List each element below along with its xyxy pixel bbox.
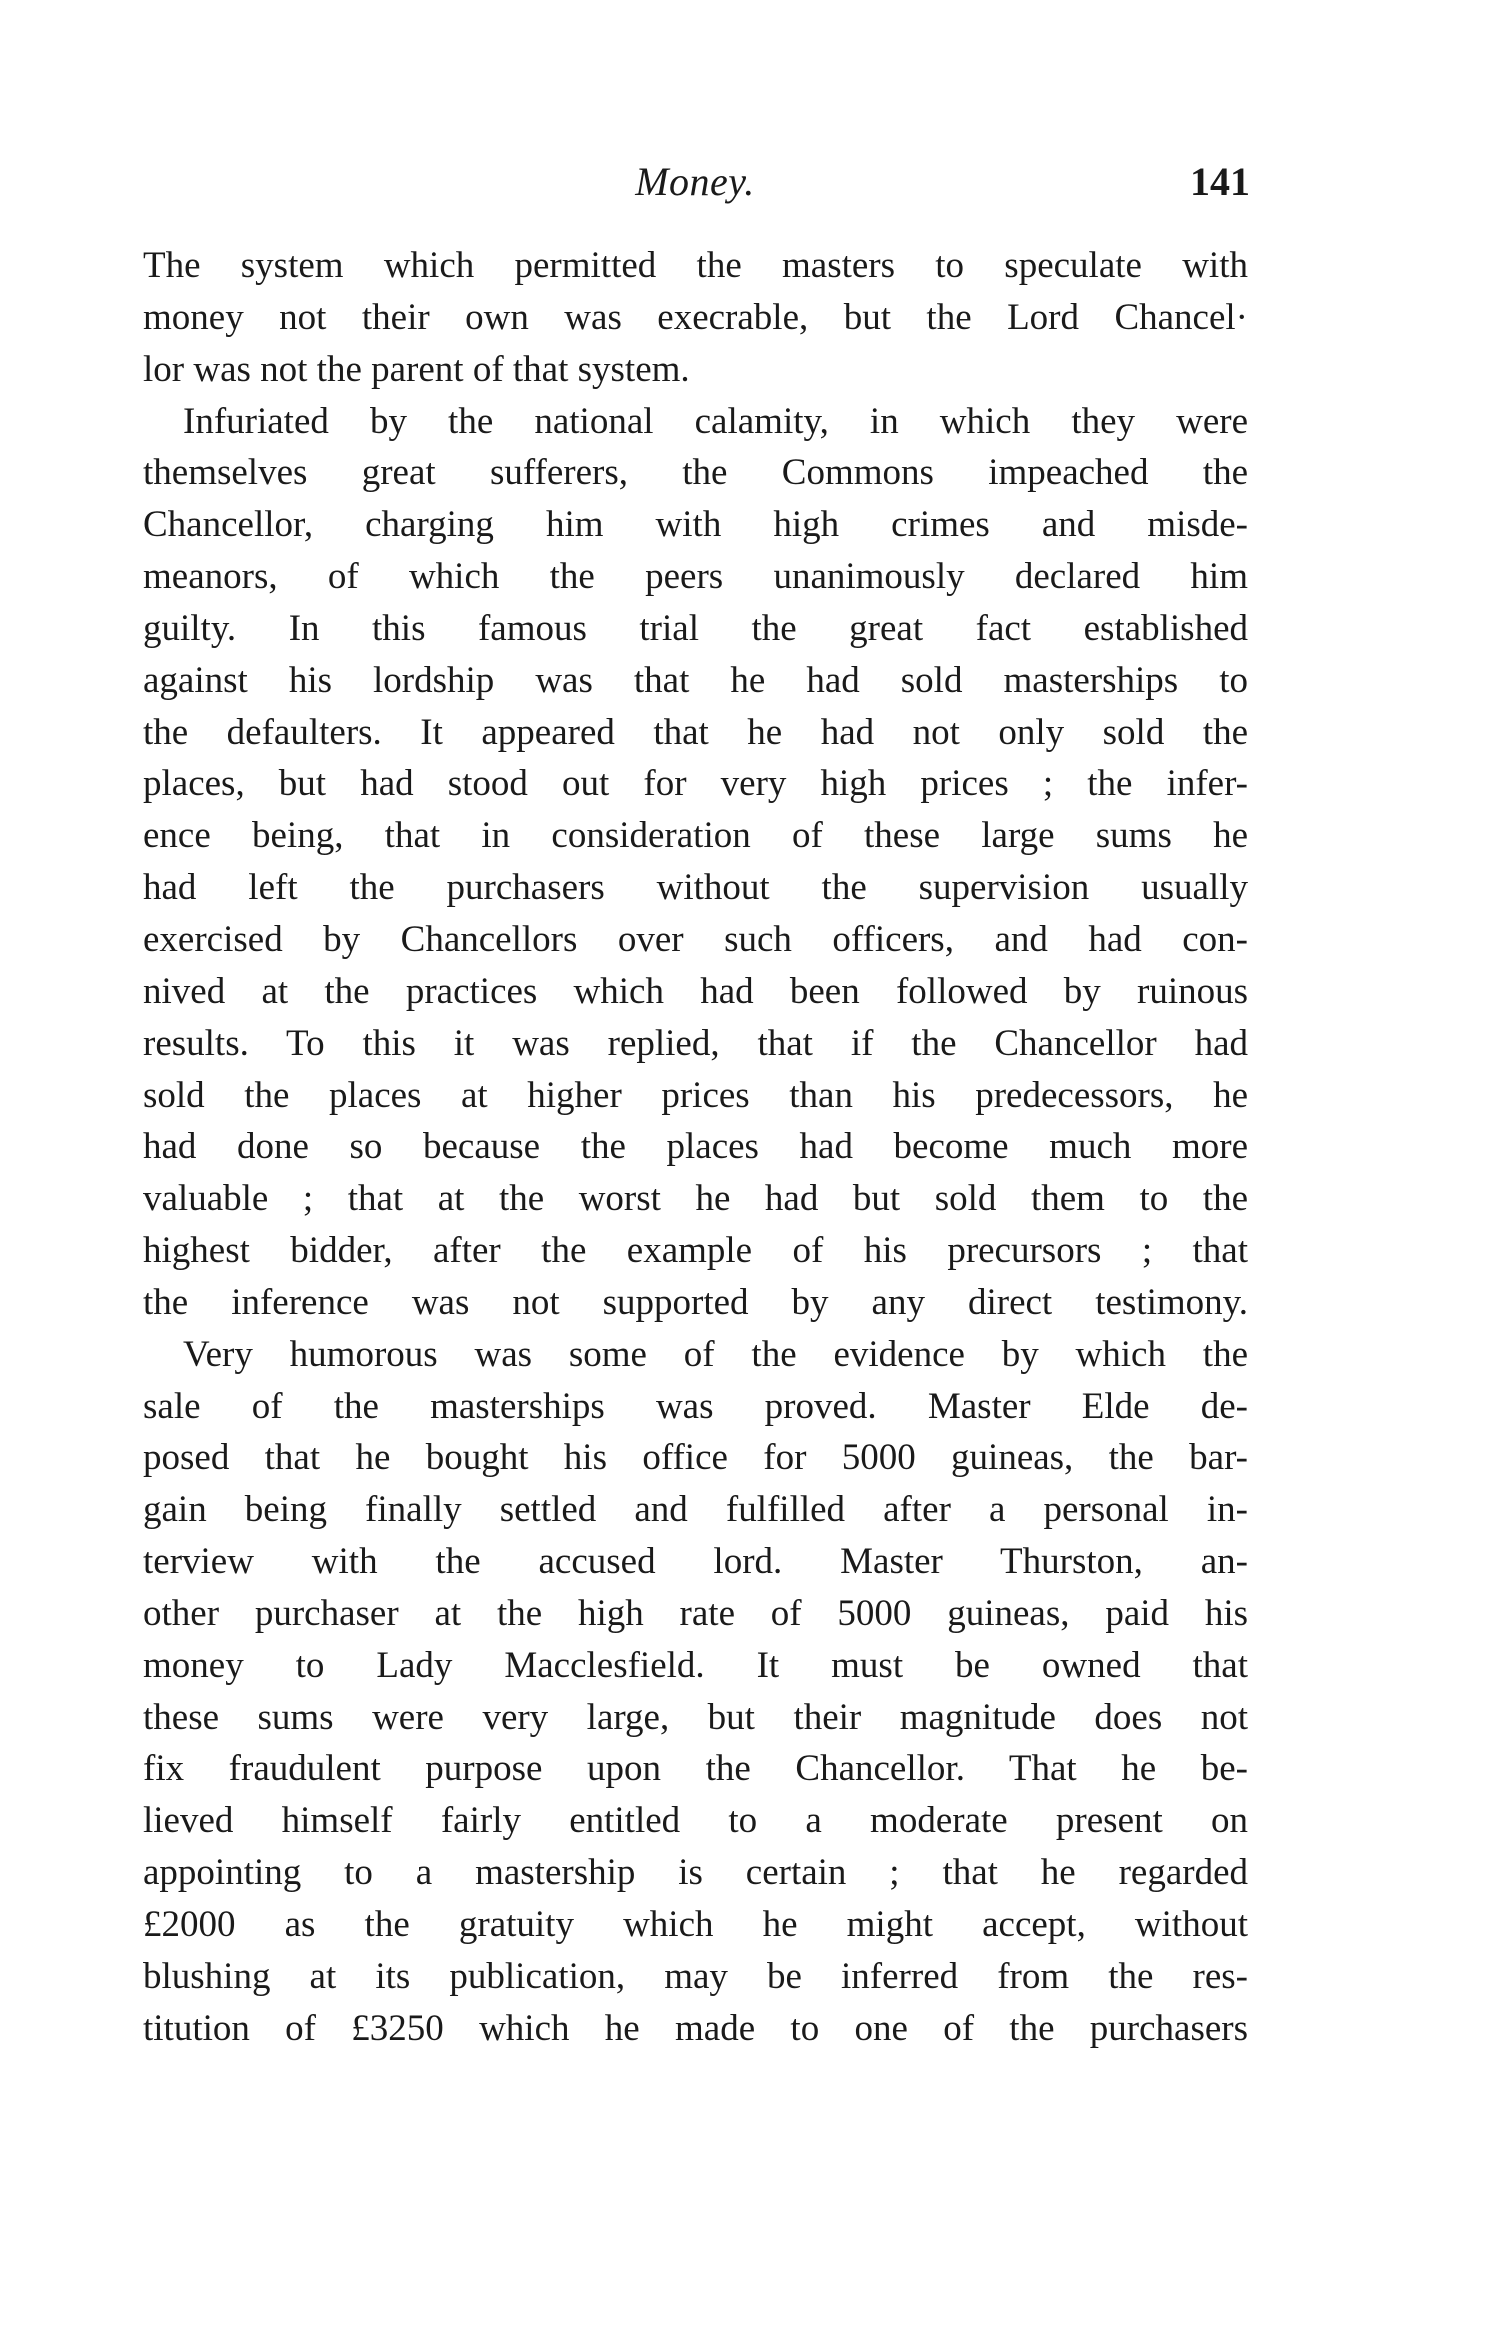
text-line: Chancellor, charging him with high crimes and misde- (143, 504, 1248, 546)
text-line: lieved himself fairly entitled to a moderate present on (143, 1800, 1248, 1842)
text-line: meanors, of which the peers unanimously declared him (143, 556, 1248, 598)
running-title: Money. (635, 159, 755, 204)
text-line: posed that he bought his office for 5000 guineas, the bar- (143, 1437, 1248, 1479)
text-line: ence being, that in consideration of these large sums he (143, 815, 1248, 857)
text-line: nived at the practices which had been followed by ruinous (143, 970, 1248, 1012)
text-line: against his lordship was that he had sold masterships to (143, 659, 1248, 701)
text-line: highest bidder, after the example of his precursors ; that (143, 1230, 1248, 1272)
text-line: the inference was not supported by any direct testimony. (143, 1281, 1248, 1323)
text-line: had left the purchasers without the supervision usually (143, 867, 1248, 909)
running-head (140, 152, 1250, 212)
text-line: these sums were very large, but their magnitude does not (143, 1696, 1248, 1738)
text-line: money to Lady Macclesfield. It must be owned that (143, 1644, 1248, 1686)
text-line: sale of the masterships was proved. Master Elde de- (143, 1385, 1248, 1427)
text-line: money not their own was execrable, but the Lord Chancel· (143, 296, 1248, 338)
body-text (143, 240, 1248, 2055)
text-line: places, but had stood out for very high prices ; the infer- (143, 763, 1248, 805)
text-line: fix fraudulent purpose upon the Chancellor. That he be- (143, 1748, 1248, 1790)
text-line: lor was not the parent of that system. (143, 348, 690, 390)
text-line: results. To this it was replied, that if the Chancellor had (143, 1022, 1248, 1064)
text-line: other purchaser at the high rate of 5000 guineas, paid his (143, 1592, 1248, 1634)
text-line: titution of £3250 which he made to one of the purchasers (143, 2007, 1248, 2049)
text-line: the defaulters. It appeared that he had not only sold the (143, 711, 1248, 753)
text-line: £2000 as the gratuity which he might accept, without (143, 1904, 1248, 1945)
text-line: Very humorous was some of the evidence by which the (183, 1333, 1248, 1375)
text-line: guilty. In this famous trial the great fact established (143, 607, 1248, 649)
text-line: Infuriated by the national calamity, in which they were (183, 400, 1248, 442)
text-line: The system which permitted the masters to speculate with (143, 245, 1248, 286)
text-line: blushing at its publication, may be inferred from the res- (143, 1955, 1248, 1997)
text-line: valuable ; that at the worst he had but sold them to the (143, 1178, 1248, 1220)
text-line: appointing to a mastership is certain ; that he regarded (143, 1852, 1248, 1894)
page-number: 141 (1190, 159, 1250, 204)
text-line: sold the places at higher prices than his predecessors, he (143, 1074, 1248, 1116)
text-line: exercised by Chancellors over such officers, and had con- (143, 918, 1248, 960)
text-line: had done so because the places had become much more (143, 1126, 1248, 1168)
text-line: gain being finally settled and fulfilled after a personal in- (143, 1489, 1248, 1531)
text-line: terview with the accused lord. Master Thurston, an- (143, 1541, 1248, 1583)
text-line: themselves great sufferers, the Commons impeached the (143, 452, 1248, 494)
